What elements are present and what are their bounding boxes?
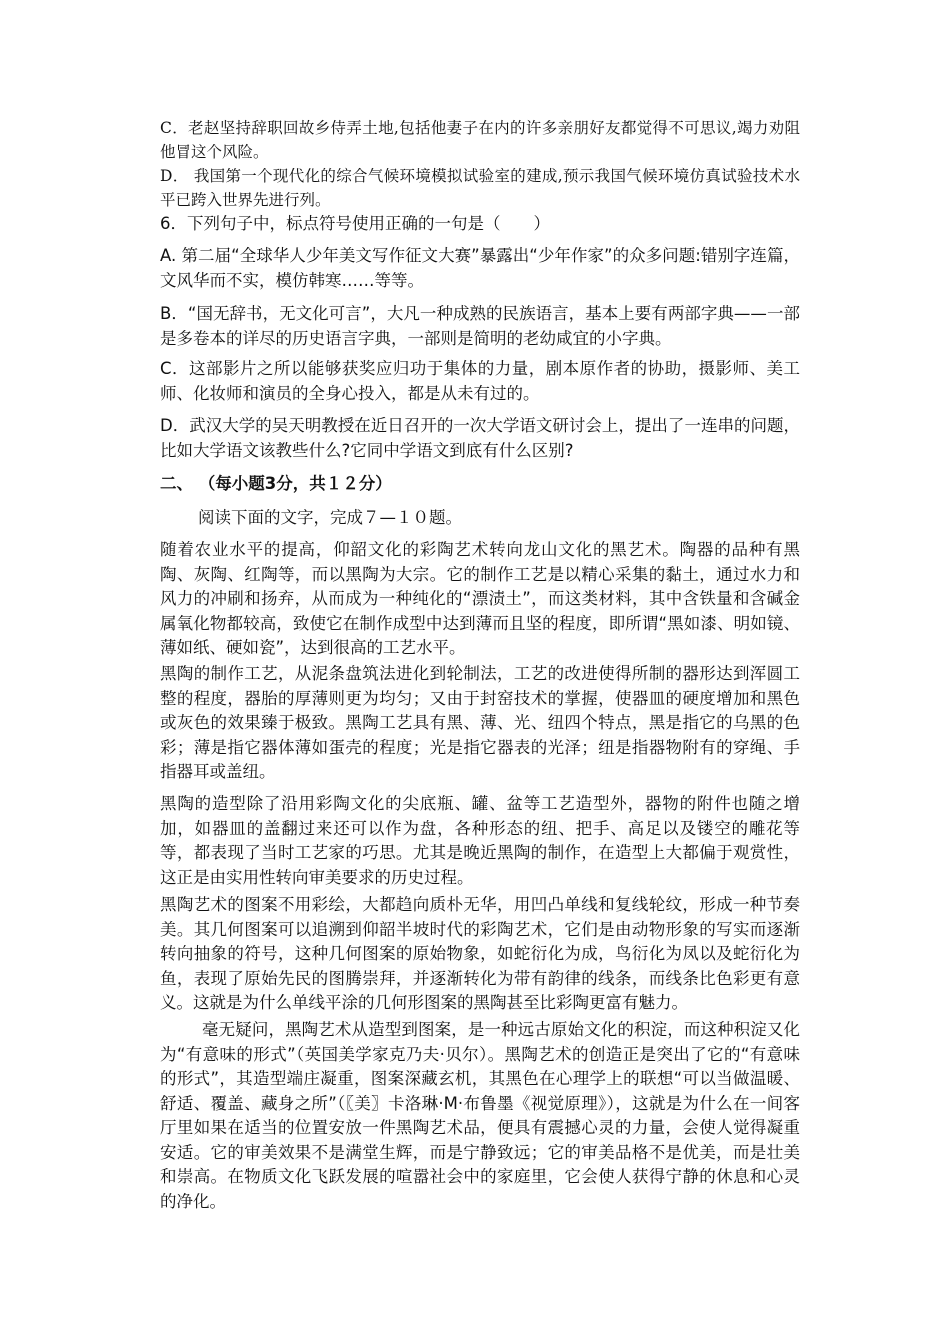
passage-paragraph-5: 毫无疑问，黑陶艺术从造型到图案，是一种远古原始文化的积淀，而这种积淀又化为“有意味的形式”（英国美学家克乃夫·贝尔）。黑陶艺术的创造正是突出了它的“有意味的形式”，其造型端庄凝重，图案深藏玄机，其黑色在心理学上的联想“可以当做温暖、舒适、覆盖、藏身之所”（〖美〗卡洛琳·M·布鲁墨《视觉原理》），这就是为什么在一间客厅里如果在适当的位置安放一件黑陶艺术品，便具有震撼心灵的力量，会使人觉得凝重安适。它的审美效果不是满堂生辉，而是宁静致远；它的审美品格不是优美，而是壮美和崇高。在物质文化飞跃发展的喧嚣社会中的家庭里，它会使人获得宁静的休息和心灵的净化。 <box>160 1020 800 1211</box>
passage-paragraph-1: 随着农业水平的提高，仰韶文化的彩陶艺术转向龙山文化的黑艺术。陶器的品种有黑陶、灰陶、红陶等，而以黑陶为大宗。它的制作工艺是以精心采集的黏土，通过水力和风力的冲刷和扬弃，从而成为一种纯化的“漂渍土”，而这类材料，其中含铁量和含碱金属氧化物都较高，致使它在制作成型中达到薄而且坚的程度，即所谓“黑如漆、明如镜、薄如纸、硬如瓷”，达到很高的工艺水平。 <box>160 540 800 657</box>
section-2-heading: 二、 （每小题3分，共１２分） <box>160 474 392 493</box>
reading-instruction: 阅读下面的文字，完成７—１０题。 <box>198 508 462 527</box>
question-6: 6．下列句子中，标点符号使用正确的一句是（ ） <box>160 214 550 233</box>
option-5d: D． 我国第一个现代化的综合气候环境模拟试验室的建成,预示我国气候环境仿真试验技术水平已跨入世界先进行列。 <box>160 167 800 209</box>
option-6c: C．这部影片之所以能够获奖应归功于集体的力量，剧本原作者的协助，摄影师、美工师、化妆师和演员的全身心投入，都是从未有过的。 <box>160 359 800 403</box>
option-6d: D．武汉大学的吴天明教授在近日召开的一次大学语文研讨会上，提出了一连串的问题，比如大学语文该教些什么?它同中学语文到底有什么区别? <box>160 416 800 460</box>
option-5c: C．老赵坚持辞职回故乡侍弄土地,包括他妻子在内的许多亲朋好友都觉得不可思议,竭力劝阻他冒这个风险。 <box>160 119 800 161</box>
passage-paragraph-3: 黑陶的造型除了沿用彩陶文化的尖底瓶、罐、盆等工艺造型外，器物的附件也随之增加，如器皿的盖翻过来还可以作为盘，各种形态的纽、把手、高足以及镂空的雕花等等，都表现了当时工艺家的巧思。尤其是晚近黑陶的制作，在造型上大都偏于观赏性，这正是由实用性转向审美要求的历史过程。 <box>160 794 800 887</box>
option-6b: B．“国无辞书，无文化可言”，大凡一种成熟的民族语言，基本上要有两部字典——一部是多卷本的详尽的历史语言字典，一部则是简明的老幼咸宜的小字典。 <box>160 304 800 348</box>
passage-paragraph-2: 黑陶的制作工艺，从泥条盘筑法进化到轮制法，工艺的改进使得所制的器形达到浑圆工整的程度，器胎的厚薄则更为均匀；又由于封窑技术的掌握，使器皿的硬度增加和黑色或灰色的效果臻于极致。黑陶工艺具有黑、薄、光、纽四个特点，黑是指它的乌黑的色彩；薄是指它器体薄如蛋壳的程度；光是指它器表的光泽；纽是指器物附有的穿绳、手指器耳或盖纽。 <box>160 664 800 781</box>
passage-paragraph-4: 黑陶艺术的图案不用彩绘，大都趋向质朴无华，用凹凸单线和复线轮纹，形成一种节奏美。其几何图案可以追溯到仰韶半坡时代的彩陶艺术，它们是由动物形象的写实而逐渐转向抽象的符号，这种几何图案的原始物象，如蛇衍化为成，鸟衍化为凤以及蛇衍化为鱼，表现了原始先民的图腾崇拜，并逐渐转化为带有韵律的线条，而线条比色彩更有意义。这就是为什么单线平涂的几何形图案的黑陶甚至比彩陶更富有魅力。 <box>160 895 800 1012</box>
option-6a: A. 第二届“全球华人少年美文写作征文大赛”暴露出“少年作家”的众多问题:错别字连篇，文风华而不实，模仿韩寒……等等。 <box>160 246 800 290</box>
